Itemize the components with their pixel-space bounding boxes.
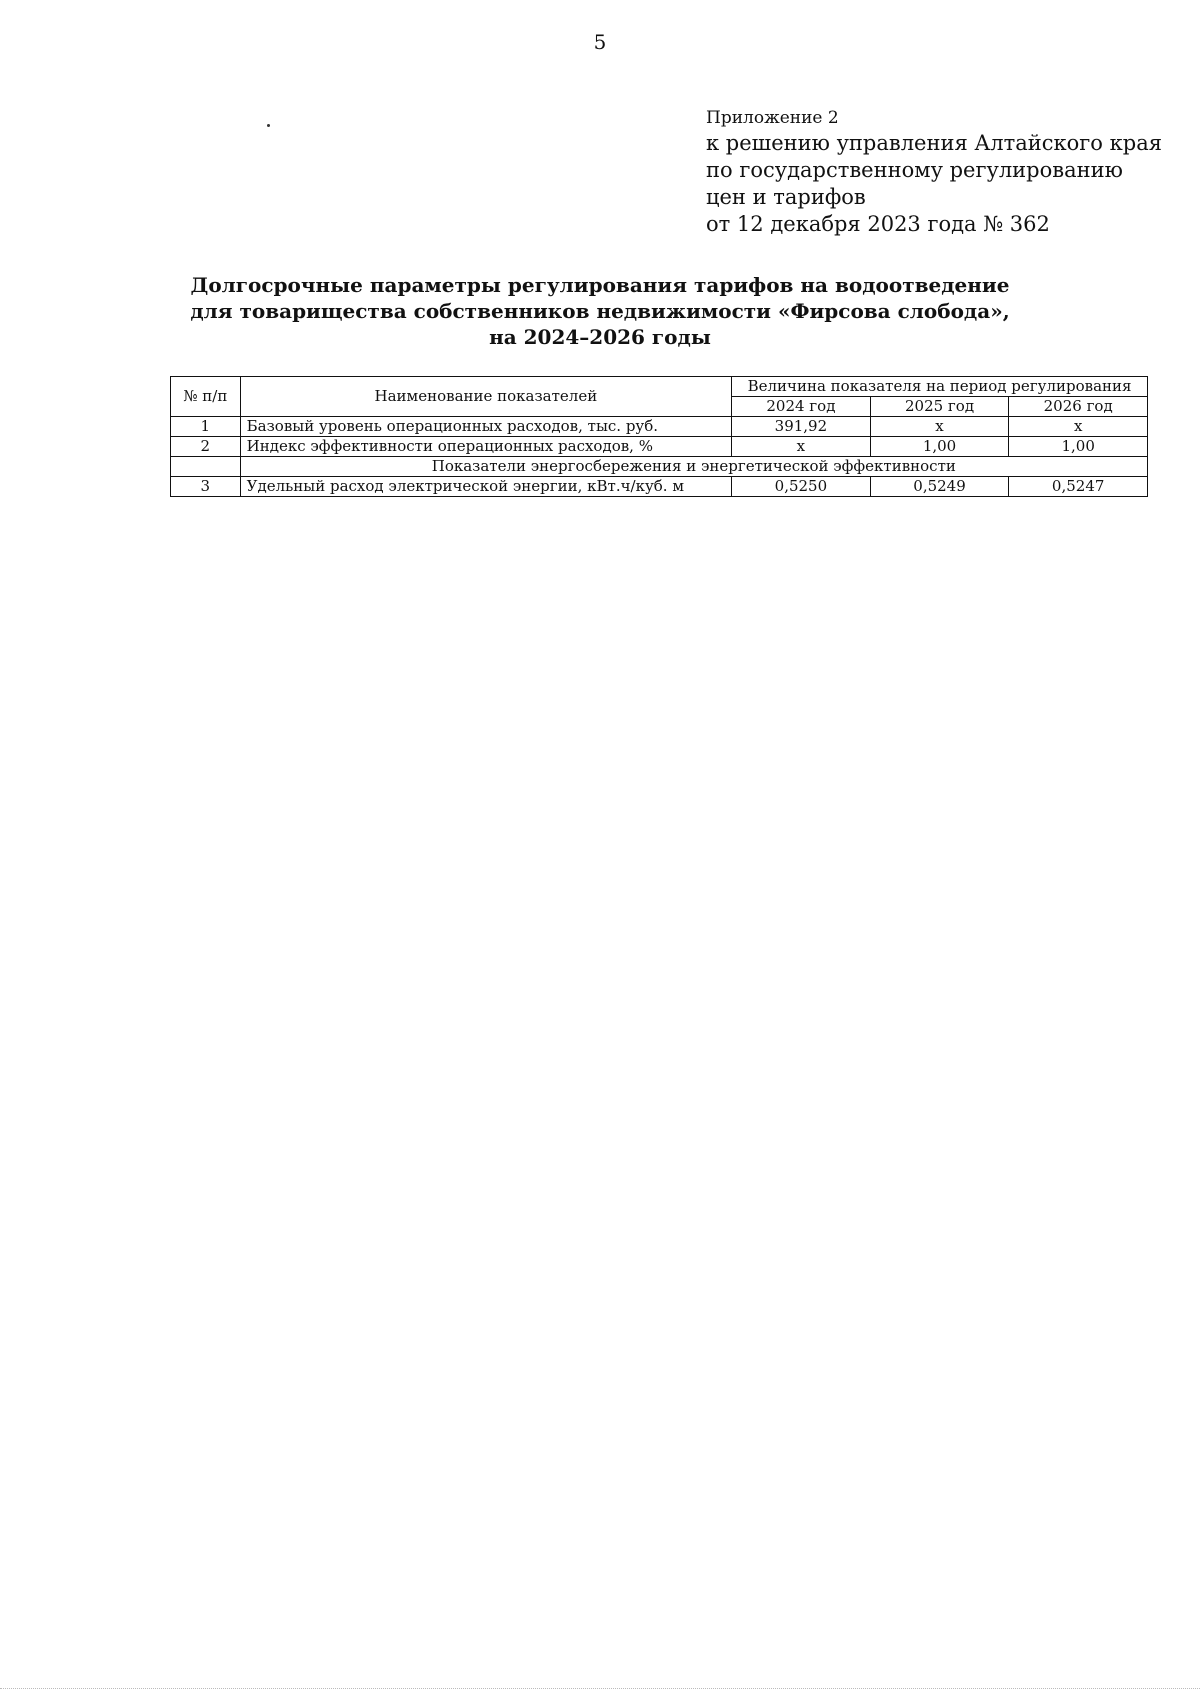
appendix-line: по государственному регулированию bbox=[706, 158, 1123, 182]
row-value: х bbox=[732, 437, 871, 457]
header-year: 2024 год bbox=[732, 397, 871, 417]
row-num: 2 bbox=[171, 437, 241, 457]
appendix-line: цен и тарифов bbox=[706, 185, 866, 209]
section-title: Показатели энергосбережения и энергетической эффективности bbox=[240, 457, 1147, 477]
row-value: х bbox=[1009, 417, 1148, 437]
header-period: Величина показателя на период регулирования bbox=[732, 377, 1148, 397]
document-title bbox=[180, 272, 1020, 350]
row-name: Базовый уровень операционных расходов, тыс. руб. bbox=[240, 417, 731, 437]
row-value: 0,5250 bbox=[732, 477, 871, 497]
row-value: 1,00 bbox=[870, 437, 1009, 457]
header-num: № п/п bbox=[171, 377, 241, 417]
title-line: Долгосрочные параметры регулирования тарифов на водоотведение bbox=[190, 273, 1010, 297]
row-num: 1 bbox=[171, 417, 241, 437]
row-value: 0,5249 bbox=[870, 477, 1009, 497]
row-value: 1,00 bbox=[1009, 437, 1148, 457]
table-row bbox=[171, 437, 1148, 457]
row-name: Индекс эффективности операционных расходов, % bbox=[240, 437, 731, 457]
row-num: 3 bbox=[171, 477, 241, 497]
row-value: х bbox=[870, 417, 1009, 437]
row-value: 391,92 bbox=[732, 417, 871, 437]
scan-edge-line bbox=[0, 1688, 1200, 1690]
section-spacer bbox=[171, 457, 241, 477]
header-year: 2025 год bbox=[870, 397, 1009, 417]
header-name: Наименование показателей bbox=[240, 377, 731, 417]
table-row bbox=[171, 477, 1148, 497]
parameters-table bbox=[170, 376, 1148, 497]
appendix-block bbox=[706, 106, 1162, 238]
appendix-line: от 12 декабря 2023 года № 362 bbox=[706, 212, 1050, 236]
row-value: 0,5247 bbox=[1009, 477, 1148, 497]
margin-dot bbox=[267, 124, 270, 127]
title-line: для товарищества собственников недвижимости «Фирсова слобода», bbox=[190, 299, 1010, 323]
table-header-row bbox=[171, 377, 1148, 397]
table-row bbox=[171, 417, 1148, 437]
header-year: 2026 год bbox=[1009, 397, 1148, 417]
row-name: Удельный расход электрической энергии, кВт.ч/куб. м bbox=[240, 477, 731, 497]
appendix-line: к решению управления Алтайского края bbox=[706, 131, 1162, 155]
table-section-row bbox=[171, 457, 1148, 477]
title-line: на 2024–2026 годы bbox=[489, 325, 711, 349]
page-number: 5 bbox=[593, 30, 607, 54]
appendix-label: Приложение 2 bbox=[706, 108, 839, 128]
